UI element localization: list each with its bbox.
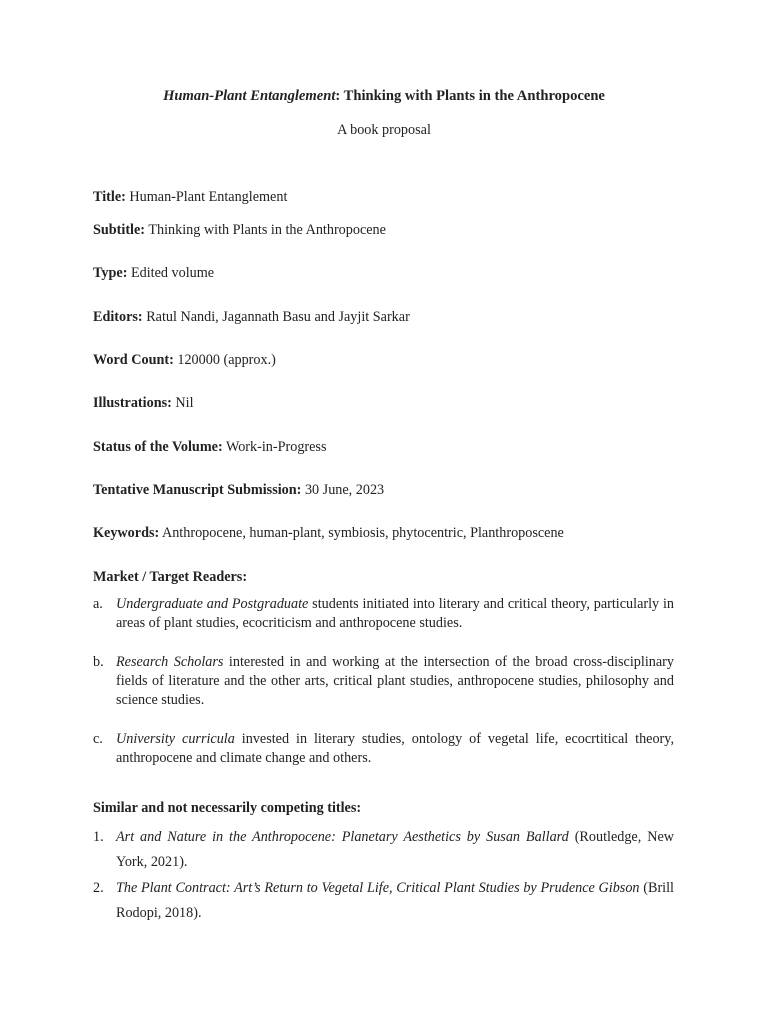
- field-value: 120000 (approx.): [173, 352, 276, 368]
- list-item: [93, 876, 674, 926]
- field-label: Tentative Manuscript Submission:: [93, 482, 302, 498]
- list-item-text: [116, 876, 674, 926]
- list-item-lead: Undergraduate and Postgraduate: [116, 596, 309, 612]
- field-value: Ratul Nandi, Jagannath Basu and Jayjit Sarkar: [142, 309, 410, 325]
- list-item-lead: Art and Nature in the Anthropocene: Planetary Aesthetics by Susan Ballard: [116, 829, 569, 845]
- field-value: 30 June, 2023: [301, 482, 385, 498]
- field-value: Human-Plant Entanglement: [125, 189, 288, 205]
- list-item-rest: (Brill Rodopi, 2018).: [116, 880, 674, 921]
- field-value: Edited volume: [127, 265, 215, 281]
- field-word-count: [93, 351, 276, 369]
- list-item-text: [116, 825, 674, 875]
- list-item: [93, 595, 674, 633]
- field-label: Type:: [93, 265, 128, 281]
- list-item-lead: Research Scholars: [116, 654, 224, 670]
- list-marker: 1.: [93, 829, 104, 845]
- field-label: Subtitle:: [93, 222, 146, 238]
- field-value: Nil: [171, 395, 194, 411]
- field-title: [93, 188, 287, 206]
- market-heading: Market / Target Readers:: [93, 569, 248, 585]
- list-marker: b.: [93, 654, 104, 670]
- list-item-rest: invested in literary studies, ontology of vegetal life, ecocrtitical theory, anthropocene and climate change and others.: [116, 731, 675, 766]
- field-editors: [93, 308, 410, 326]
- list-marker: a.: [93, 596, 103, 612]
- list-item-rest: students initiated into literary and critical theory, particularly in areas of plant studies, ecocriticism and anthropocene studies.: [116, 596, 674, 631]
- similar-titles-heading: Similar and not necessarily competing titles:: [93, 800, 362, 816]
- list-item-text: [116, 653, 674, 710]
- list-item-text: [116, 595, 674, 633]
- list-item: [93, 730, 674, 768]
- title-rest-part: : Thinking with Plants in the Anthropocene: [335, 88, 605, 104]
- field-label: Title:: [93, 189, 126, 205]
- field-value: Thinking with Plants in the Anthropocene: [145, 222, 386, 238]
- field-submission: [93, 481, 384, 499]
- field-label: Illustrations:: [93, 395, 172, 411]
- list-item-rest: interested in and working at the intersection of the broad cross-disciplinary fields of literature and the other arts, critical plant studies, anthropocene studies, philosophy and science studies.: [116, 654, 674, 708]
- list-marker: c.: [93, 731, 103, 747]
- field-illustrations: [93, 394, 194, 412]
- field-label: Status of the Volume:: [93, 439, 223, 455]
- document-title: [0, 87, 768, 105]
- list-item: [93, 653, 674, 710]
- field-label: Keywords:: [93, 525, 160, 541]
- list-item-rest: (Routledge, New York, 2021).: [116, 829, 674, 870]
- field-label: Editors:: [93, 309, 143, 325]
- list-item-text: [116, 730, 674, 768]
- field-value: Work-in-Progress: [222, 439, 327, 455]
- document-subtitle: A book proposal: [337, 122, 431, 138]
- title-italic-part: Human-Plant Entanglement: [163, 88, 336, 104]
- field-type: [93, 264, 214, 282]
- list-item: [93, 825, 674, 875]
- field-keywords: [93, 524, 564, 542]
- list-item-lead: The Plant Contract: Art’s Return to Vegetal Life, Critical Plant Studies by Prudence Gibson: [116, 880, 640, 896]
- list-item-lead: University curricula: [116, 731, 235, 747]
- field-value: Anthropocene, human-plant, symbiosis, phytocentric, Planthroposcene: [159, 525, 564, 541]
- list-marker: 2.: [93, 880, 104, 896]
- field-subtitle: [93, 221, 386, 239]
- field-label: Word Count:: [93, 352, 174, 368]
- field-status: [93, 438, 326, 456]
